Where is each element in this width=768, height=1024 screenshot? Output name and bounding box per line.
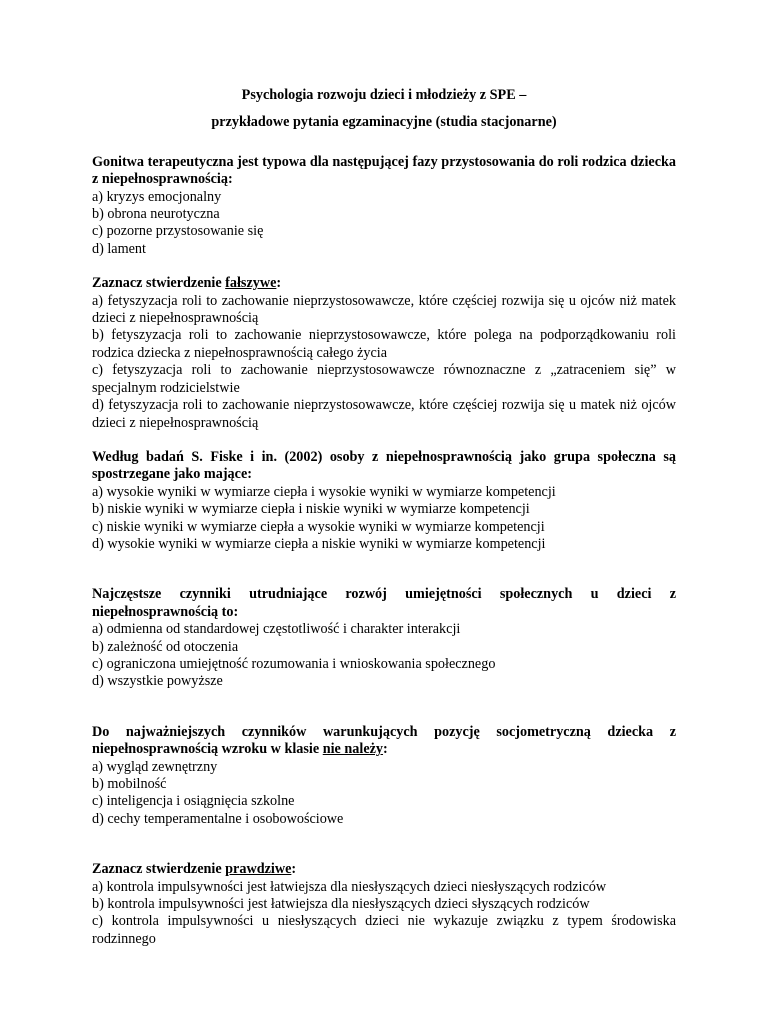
question-5-option-b: b) mobilność	[92, 776, 167, 792]
question-4-text-main: Najczęstsze czynniki utrudniające rozwój umiejętności społecznych u dzieci z niepełnosprawnością to:	[92, 586, 676, 620]
question-5-option-a: a) wygląd zewnętrzny	[92, 758, 218, 775]
question-2-option-a: a) fetyszyzacja roli to zachowanie nieprzystosowawcze, które częściej rozwija się u ojców niż matek dzieci z niepełnosprawnością	[92, 292, 676, 327]
question-2-text-main: Zaznacz stwierdzenie	[92, 275, 226, 292]
question-1-text	[92, 154, 676, 189]
question-6-text-end: :	[291, 861, 297, 878]
question-2	[92, 275, 676, 432]
question-3	[92, 449, 676, 553]
question-2-text	[92, 275, 676, 292]
question-5-text-end: :	[383, 741, 388, 758]
document-subtitle: przykładowe pytania egzaminacyjne (studia stacjonarne)	[211, 114, 557, 131]
question-1	[92, 154, 676, 258]
question-6-option-b: b) kontrola impulsywności jest łatwiejsza dla niesłyszących dzieci słyszących rodziców	[92, 896, 590, 913]
question-1-option-c: c) pozorne przystosowanie się	[92, 223, 264, 240]
question-3-text	[92, 449, 676, 484]
question-5-option-d: d) cechy temperamentalne i osobowościowe	[92, 810, 344, 827]
question-3-option-a: a) wysokie wyniki w wymiarze ciepła i wysokie wyniki w wymiarze kompetencji	[92, 483, 556, 500]
question-3-option-b: b) niskie wyniki w wymiarze ciepła i niskie wyniki w wymiarze kompetencji	[92, 501, 530, 518]
question-6	[92, 861, 676, 948]
question-6-text-emphasis: prawdziwe	[225, 861, 292, 878]
question-3-option-c: c) niskie wyniki w wymiarze ciepła a wysokie wyniki w wymiarze kompetencji	[92, 518, 545, 535]
question-1-option-a: a) kryzys emocjonalny	[92, 188, 222, 205]
document-title: Psychologia rozwoju dzieci i młodzieży z SPE –	[241, 87, 527, 103]
question-4-option-c: c) ograniczona umiejętność rozumowania i wnioskowania społecznego	[92, 655, 496, 672]
question-5-option-c: c) inteligencja i osiągnięcia szkolne	[92, 793, 295, 810]
question-2-option-b: b) fetyszyzacja roli to zachowanie nieprzystosowawcze, które polega na podporządkowaniu roli rodzica dziecka z niepełnosprawnością całego życia	[92, 327, 676, 361]
question-4-option-b: b) zależność od otoczenia	[92, 638, 239, 655]
question-5-text-emphasis: nie należy	[322, 741, 384, 758]
question-5-text	[92, 724, 676, 759]
question-6-option-c: c) kontrola impulsywności u niesłyszących dzieci nie wykazuje związku z typem środowiska rodzinnego	[92, 913, 676, 947]
question-1-option-d: d) lament	[92, 240, 146, 257]
question-2-option-d: d) fetyszyzacja roli to zachowanie nieprzystosowawcze, które częściej rozwija się u matek niż ojców dzieci z niepełnosprawnością	[92, 397, 676, 431]
question-2-text-emphasis: fałszywe	[225, 275, 277, 292]
document-page	[92, 80, 676, 948]
question-4-option-a: a) odmienna od standardowej częstotliwość i charakter interakcji	[92, 621, 461, 638]
question-4-option-d: d) wszystkie powyższe	[92, 673, 223, 690]
question-6-text	[92, 861, 676, 878]
question-4-text	[92, 586, 676, 621]
question-1-text-main: Gonitwa terapeutyczna jest typowa dla następującej fazy przystosowania do roli rodzica dziecka z niepełnosprawnością:	[92, 153, 676, 188]
question-1-option-b: b) obrona neurotyczna	[92, 206, 220, 223]
question-2-option-c: c) fetyszyzacja roli to zachowanie nieprzystosowawcze równoznaczne z „zatraceniem się” w specjalnym rodzicielstwie	[92, 362, 676, 396]
question-6-option-a: a) kontrola impulsywności jest łatwiejsza dla niesłyszących dzieci niesłyszących rodziców	[92, 878, 607, 895]
question-3-option-d: d) wysokie wyniki w wymiarze ciepła a niskie wyniki w wymiarze kompetencji	[92, 535, 546, 552]
question-6-text-main: Zaznacz stwierdzenie	[92, 861, 226, 878]
question-4	[92, 586, 676, 690]
question-2-text-end: :	[276, 275, 282, 292]
question-5	[92, 724, 676, 828]
question-3-text-main: Według badań S. Fiske i in. (2002) osoby z niepełnosprawnością jako grupa społeczna są spostrzegane jako mające:	[92, 448, 676, 483]
question-5-text-main: Do najważniejszych czynników warunkujących pozycję socjometryczną dziecka z niepełnosprawnością wzroku w klasie	[92, 723, 676, 758]
